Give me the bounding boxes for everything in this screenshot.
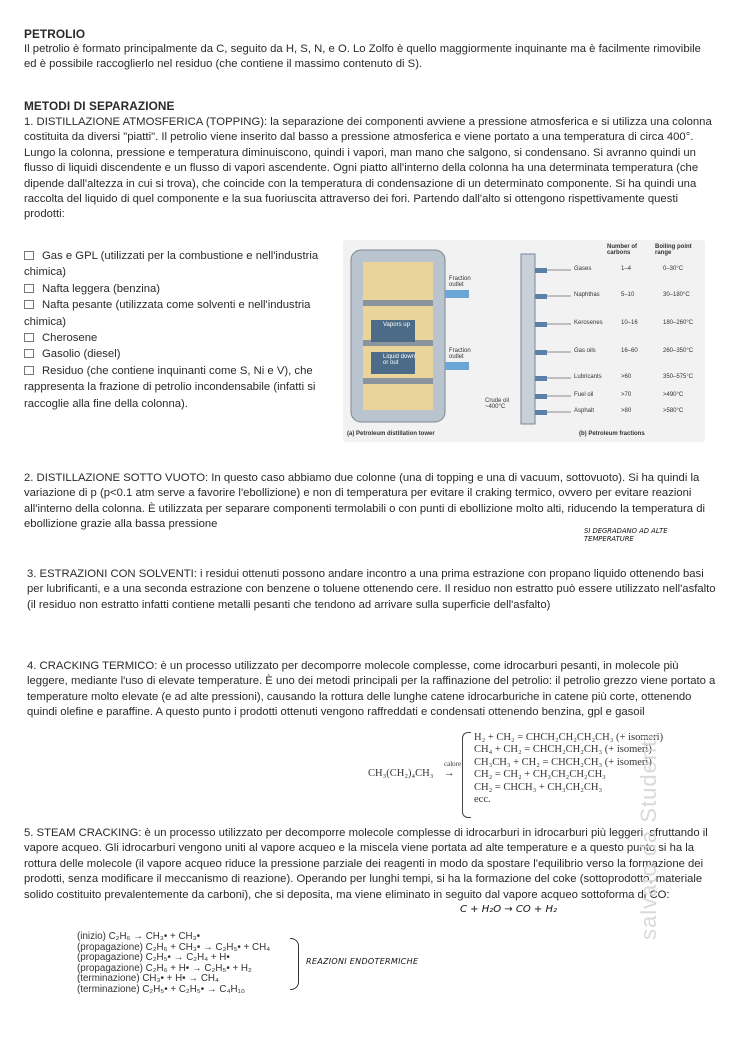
fraction-name: Naphthas — [574, 292, 600, 298]
fraction-bp: 0–30°C — [663, 266, 684, 272]
fraction-name: Lubricants — [574, 374, 602, 380]
reaction-line: (propagazione) C₂H₆ + H• → C₂H₅• + H₂ — [77, 962, 252, 974]
vapors-up-label: Vapors up — [383, 322, 410, 328]
section-thermal-cracking: 4. CRACKING TERMICO: è un processo utilizzato per decomporre molecole complesse, come idrocarburi pesanti, in molecole più leggere, mediante l'uso di elevate temperature. È uno dei metodi principali per la raffinazione del petrolio: il petrolio grezzo viene portato a temperature molto elevate (e ad alte pressioni), causando la rottura delle lunghe catene idrocarburiche in catene più corte, ottenendo quindi olefine e paraffine. A questo punto i prodotti ottenuti vengono raffreddati e condensati ottenendo benzina, gpl e gasoil — [27, 660, 716, 719]
product-line: CH₄ + CH₂ = CHCH₂CH₂CH₃ (+ isomeri) — [474, 744, 652, 756]
fraction-carbons: 5–10 — [621, 292, 635, 298]
cracking-reactant: CH₃(CH₂)₄CH₃ — [368, 768, 434, 779]
fraction-name: Asphalt — [574, 408, 595, 414]
list-item: Nafta pesante (utilizzata come solventi e nell'industria chimica) — [24, 299, 311, 328]
fraction-bp: 350–575°C — [663, 374, 694, 380]
figure-caption-left: (a) Petroleum distillation tower — [347, 431, 435, 437]
fraction-name: Fuel oil — [574, 392, 594, 398]
section-steam-cracking: 5. STEAM CRACKING: è un processo utilizzato per decomporre molecole complesse di idrocarburi in idrocarburi più leggeri, sfruttando il vapore acqueo. Gli idrocarburi vengono uniti al vapore acqueo e la miscela viene portata ad alte temperature e a questo punto si ha la rottura delle molecole (il vapore acqueo riduce la pressione parziale dei reagenti in modo da spostare l'equilibrio verso la formazione dei prodotti, senza modificare il meccanismo di reazione). Operando per lunghi tempi, si ha la formazione del coke (sottoprodotto, materiale solido costituito prevalentemente da carboni), che si deposita, ma viene eliminato in seguito dal vapore acqueo sottoforma di CO: — [24, 827, 708, 901]
bullet-icon — [24, 366, 34, 375]
steam-reactions — [77, 932, 287, 996]
section-solvents: 3. ESTRAZIONI CON SOLVENTI: i residui ottenuti possono andare incontro a una prima estrazione con propano liquido ottenendo basi per lubrificanti, e a una seconda estrazione con benzene o toluene ottenendo cere. Il residuo non estratto può essere utilizzato nell'asfalto (il residuo non estratto infatti contiene metalli pesanti che tendono ad arrivare sulla superficie dell'asfalto) — [27, 568, 716, 611]
reaction-line: (propagazione) C₂H₆ + CH₃• → C₂H₅• + CH₄ — [77, 941, 271, 953]
crude-oil-label: Crude oil ~400°C — [485, 398, 510, 410]
fraction-bp: 30–180°C — [663, 292, 690, 298]
intro-paragraph: Il petrolio è formato principalmente da C, seguito da H, S, N, e O. Lo Zolfo è quello maggiormente inquinante ma è facilmente rimovibile ed è possibile raccoglierlo nel residuo (che contiene il massimo contenuto di S). — [24, 43, 701, 71]
reaction-line: (terminazione) C₂H₅• + C₂H₅• → C₄H₁₀ — [77, 983, 245, 995]
handwritten-note: REAZIONI ENDOTERMICHE — [306, 957, 419, 966]
cracking-products — [474, 732, 710, 806]
brace-icon — [290, 938, 299, 990]
product-line: CH₂ = CH₂ + CH₃CH₂CH₂CH₃ — [474, 769, 606, 781]
fraction-bp: >580°C — [663, 408, 684, 414]
fraction-carbons: >60 — [621, 374, 632, 380]
bullet-icon — [24, 300, 34, 309]
page-title: PETROLIO — [24, 27, 86, 41]
list-item: Nafta leggera (benzina) — [24, 281, 344, 297]
bullet-icon — [24, 333, 34, 342]
fraction-name: Kerosenes — [574, 320, 603, 326]
fraction-bp: >490°C — [663, 392, 684, 398]
arrow-icon: → — [444, 768, 455, 779]
section-vacuum: 2. DISTILLAZIONE SOTTO VUOTO: In questo caso abbiamo due colonne (una di topping e una di vacuum, sottovuoto). Si ha quindi la variazione di p (p<0.1 atm serve a favorire l'ebollizione) e non di temperatura per evitare il craking termico, ovvero per evitare reazioni all'interno della colonna. È utilizzata per separare componenti termolabili o con punti di ebollizione molto alti, riducendo la temperatura di ebollizione grazie alla bassa pressione — [24, 472, 705, 531]
boiling-point-header: Boiling point range — [655, 244, 692, 256]
brace-icon — [462, 732, 471, 818]
petroleum-figure — [343, 240, 705, 442]
product-line: CH₂ = CHCH₃ + CH₃CH₂CH₃ — [474, 781, 603, 793]
list-item: Gasolio (diesel) — [24, 346, 344, 362]
fraction-outlet-label: Fraction outlet — [449, 348, 471, 360]
arrow-label: calore — [444, 760, 462, 768]
handwritten-equation: C + H₂O → CO + H₂ — [460, 904, 557, 915]
fraction-carbons: >70 — [621, 392, 632, 398]
list-item: Residuo (che contiene inquinanti come S, Ni e V), che rappresenta la frazione di petrolio incondensabile (infatti si raccoglie alla fine della colonna). — [24, 364, 316, 410]
methods-title: METODI DI SEPARAZIONE — [24, 99, 175, 113]
fraction-carbons: 1–4 — [621, 266, 632, 272]
product-line: CH₃CH₃ + CH₂ = CHCH₂CH₃ (+ isomeri) — [474, 756, 652, 768]
reaction-line: (terminazione) CH₃• + H• → CH₄ — [77, 973, 219, 985]
handwritten-note: SI DEGRADANO AD ALTE TEMPERATURE — [584, 527, 668, 543]
fraction-bp: 260–350°C — [663, 348, 694, 354]
bullet-icon — [24, 349, 34, 358]
products-list — [24, 248, 344, 412]
list-item: Cherosene — [24, 330, 344, 346]
bullet-icon — [24, 284, 34, 293]
list-item: Gas e GPL (utilizzati per la combustione e nell'industria chimica) — [24, 250, 319, 279]
product-line: H₂ + CH₂ = CHCH₂CH₂CH₂CH₃ (+ isomeri) — [474, 732, 664, 743]
fraction-carbons: >80 — [621, 408, 632, 414]
bullet-icon — [24, 251, 34, 260]
fraction-name: Gas oils — [574, 348, 596, 354]
fraction-carbons: 16–60 — [621, 348, 638, 354]
section-topping: 1. DISTILLAZIONE ATMOSFERICA (TOPPING): la separazione dei componenti avviene a pressione atmosferica e si utilizza una colonna costituita da diversi "piatti". Il petrolio viene inserito dal basso a pressione atmosferica e viene portato a una temperatura di circa 400°. Lungo la colonna, pressione e temperatura diminuiscono, quindi i vapori, man mano che salgono, si condensano. Si avranno quindi un flusso di liquidi discendente e un flusso di vapori ascendente. Ogni piatto all'interno della colonna ha una determinata temperatura (che dipende dall'altezza in cui si trova), che coincide con la temperatura di condensazione di un determinato componente. Si ha quindi una raccolta del liquido di quel componente e la sua fuoriuscita attraverso dei fori. Partendo dall'alto si ottengono rispettivamente questi prodotti: — [24, 116, 712, 221]
fraction-name: Gases — [574, 266, 592, 272]
fraction-outlet-label: Fraction outlet — [449, 276, 471, 288]
carbons-header: Number of carbons — [607, 244, 637, 256]
product-line: ecc. — [474, 794, 491, 806]
reaction-line: (inizio) C₂H₆ → CH₃• + CH₃• — [77, 931, 201, 942]
fraction-bp: 180–260°C — [663, 320, 694, 326]
figure-caption-right: (b) Petroleum fractions — [579, 431, 645, 437]
liquid-down-label: Liquid down or out — [383, 354, 416, 366]
watermark: salvato da Studenti — [636, 733, 661, 940]
distillation-tower-illustration — [343, 240, 705, 442]
fraction-carbons: 10–16 — [621, 320, 638, 326]
reaction-line: (propagazione) C₂H₅• → C₂H₄ + H• — [77, 952, 230, 964]
